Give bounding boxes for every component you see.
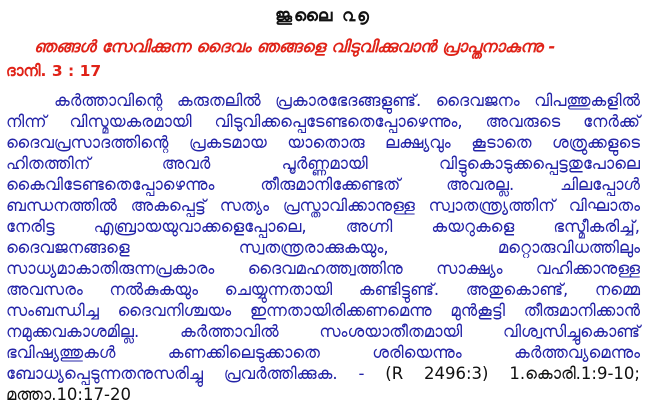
commentary-paragraph bbox=[6, 90, 640, 405]
verse-reference: ദാനി. 3 : 17 bbox=[6, 62, 102, 80]
scripture-citation: (R 2496:3) 1.കൊരി.1:9-10; മത്താ.10:17-20 bbox=[6, 364, 640, 404]
verse-text: ഞങ്ങൾ സേവിക്കുന്ന ദൈവം ഞങ്ങളെ വിടുവിക്കുവാൻ പ്രാപ്തനാകുന്നു - bbox=[34, 37, 556, 56]
commentary-body-text: കർത്താവിന്റെ കരുതലിൽ പ്രകാരഭേദങ്ങളുണ്ട്. ദൈവജനം വിപത്തുകളിൽ നിന്ന് വിസ്മയകരമായി വിടുവിക്കപ്പെടേണ്ടതെപ്പോഴെന്നും, അവരുടെ നേർക്ക് ദൈവപ്രസാദത്തിന്റെ പ്രകടമായ യാതൊരു ലക്ഷ്യവും കൂടാതെ ശത്രുക്കളുടെ ഹിതത്തിന് അവർ പൂർണ്ണമായി വിട്ടുകൊടുക്കപ്പെട്ടതുപോലെ കൈവിടേണ്ടതെപ്പോഴെന്നും തീരുമാനിക്കേണ്ടത് അവരല്ല. ചിലപ്പോൾ ബന്ധനത്തിൽ അകപ്പെട്ട് സത്യം പ്രസ്താവിക്കാനുള്ള സ്വാതന്ത്ര്യത്തിന് വിഘാതം നേരിട്ട എബ്രായയുവാക്കളെപ്പോലെ, അഗ്നി കയറുകളെ ഭസ്മീകരിച്ച്, ദൈവജനങ്ങളെ സ്വതന്ത്രരാക്കുകയും, മറ്റൊരുവിധത്തിലും സാധ്യമാകാതിരുന്നപ്രകാരം ദൈവമഹത്ത്വത്തിനു സാക്ഷ്യം വഹിക്കാനുള്ള അവസരം നൽകുകയും ചെയ്യുന്നതായി കണ്ടിട്ടുണ്ട്. അതുകൊണ്ട്, നമ്മെ സംബന്ധിച്ച ദൈവനിശ്ചയം ഇന്നതായിരിക്കണമെന്നു മുൻകൂട്ടി തീരുമാനിക്കാൻ നമുക്കവകാശമില്ല. കർത്താവിൽ സംശയാതീതമായി വിശ്വസിച്ചുകൊണ്ട് ഭവിഷ്യത്തുകൾ കണക്കിലെടുക്കാതെ ശരിയെന്നും കർത്തവ്യമെന്നും ബോധ്യപ്പെടുന്നതനുസരിച്ചു പ്രവർത്തിക്കുക. - bbox=[6, 91, 640, 383]
page-title: ജൂലൈ ൨൭ bbox=[275, 6, 371, 26]
